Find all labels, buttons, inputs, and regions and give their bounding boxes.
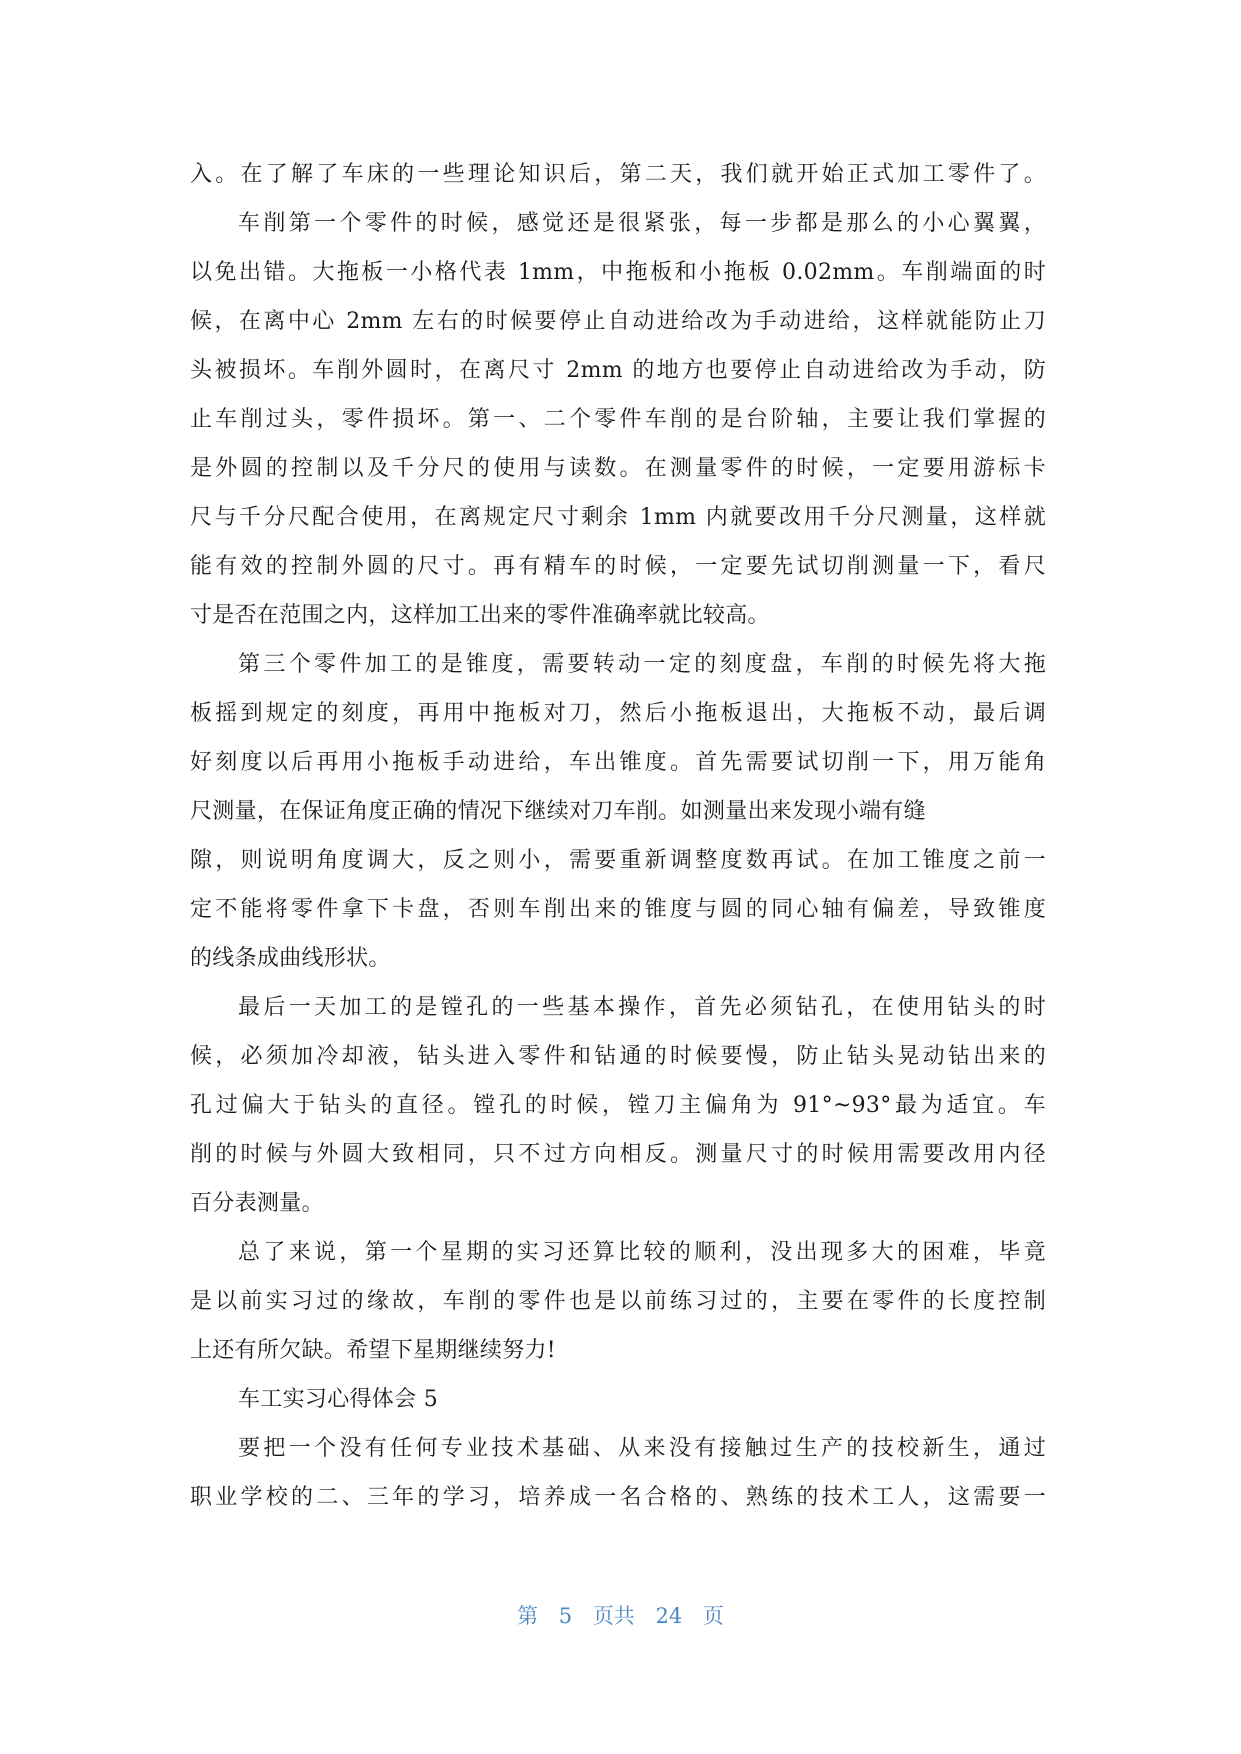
text-line: 要把一个没有任何专业技术基础、从来没有接触过生产的技校新生，通过 [238, 1436, 1046, 1461]
text-line: 车工实习心得体会 5 [238, 1387, 438, 1412]
text-line: 能有效的控制外圆的尺寸。再有精车的时候，一定要先试切削测量一下，看尺 [190, 554, 1046, 579]
text-line: 总了来说，第一个星期的实习还算比较的顺利，没出现多大的困难，毕竟 [238, 1240, 1046, 1265]
text-line: 隙，则说明角度调大，反之则小，需要重新调整度数再试。在加工锥度之前一 [190, 848, 1046, 873]
page-footer [0, 1600, 1241, 1630]
text-line: 最后一天加工的是镗孔的一些基本操作，首先必须钻孔，在使用钻头的时 [238, 995, 1046, 1020]
text-line: 的线条成曲线形状。 [190, 946, 391, 971]
text-line: 尺与千分尺配合使用，在离规定尺寸剩余 1mm 内就要改用千分尺测量，这样就 [190, 505, 1046, 530]
text-line: 百分表测量。 [190, 1191, 324, 1216]
document-body [190, 150, 1046, 1522]
footer-current-page: 5 [558, 1604, 573, 1628]
footer-prefix: 第 [517, 1604, 539, 1628]
text-line: 入。在了解了车床的一些理论知识后，第二天，我们就开始正式加工零件了。 [190, 162, 1046, 187]
text-line: 上还有所欠缺。希望下星期继续努力! [190, 1338, 556, 1363]
text-line: 以免出错。大拖板一小格代表 1mm，中拖板和小拖板 0.02mm。车削端面的时 [190, 260, 1046, 285]
text-line: 寸是否在范围之内，这样加工出来的零件准确率就比较高。 [190, 603, 770, 628]
text-line: 削的时候与外圆大致相同，只不过方向相反。测量尺寸的时候用需要改用内径 [190, 1142, 1046, 1167]
text-line: 职业学校的二、三年的学习，培养成一名合格的、熟练的技术工人，这需要一 [190, 1485, 1046, 1510]
footer-middle: 页共 [592, 1604, 635, 1628]
text-line: 车削第一个零件的时候，感觉还是很紧张，每一步都是那么的小心翼翼， [238, 211, 1046, 236]
text-line: 候，在离中心 2mm 左右的时候要停止自动进给改为手动进给，这样就能防止刀 [190, 309, 1046, 334]
text-line: 好刻度以后再用小拖板手动进给，车出锥度。首先需要试切削一下，用万能角 [190, 750, 1046, 775]
text-line: 候，必须加冷却液，钻头进入零件和钻通的时候要慢，防止钻头晃动钻出来的 [190, 1044, 1046, 1069]
text-line: 是以前实习过的缘故，车削的零件也是以前练习过的，主要在零件的长度控制 [190, 1289, 1046, 1314]
text-line: 是外圆的控制以及千分尺的使用与读数。在测量零件的时候，一定要用游标卡 [190, 456, 1046, 481]
text-line: 板摇到规定的刻度，再用中拖板对刀，然后小拖板退出，大拖板不动，最后调 [190, 701, 1046, 726]
text-line: 尺测量，在保证角度正确的情况下继续对刀车削。如测量出来发现小端有缝 [190, 799, 926, 824]
text-line: 定不能将零件拿下卡盘，否则车削出来的锥度与圆的同心轴有偏差，导致锥度 [190, 897, 1046, 922]
footer-suffix: 页 [702, 1604, 724, 1628]
text-line: 孔过偏大于钻头的直径。镗孔的时候，镗刀主偏角为 91°~93°最为适宜。车 [190, 1093, 1046, 1118]
text-line: 止车削过头，零件损坏。第一、二个零件车削的是台阶轴，主要让我们掌握的 [190, 407, 1046, 432]
text-line: 头被损坏。车削外圆时，在离尺寸 2mm 的地方也要停止自动进给改为手动，防 [190, 358, 1046, 383]
text-line: 第三个零件加工的是锥度，需要转动一定的刻度盘，车削的时候先将大拖 [238, 652, 1046, 677]
footer-total-pages: 24 [655, 1604, 683, 1628]
